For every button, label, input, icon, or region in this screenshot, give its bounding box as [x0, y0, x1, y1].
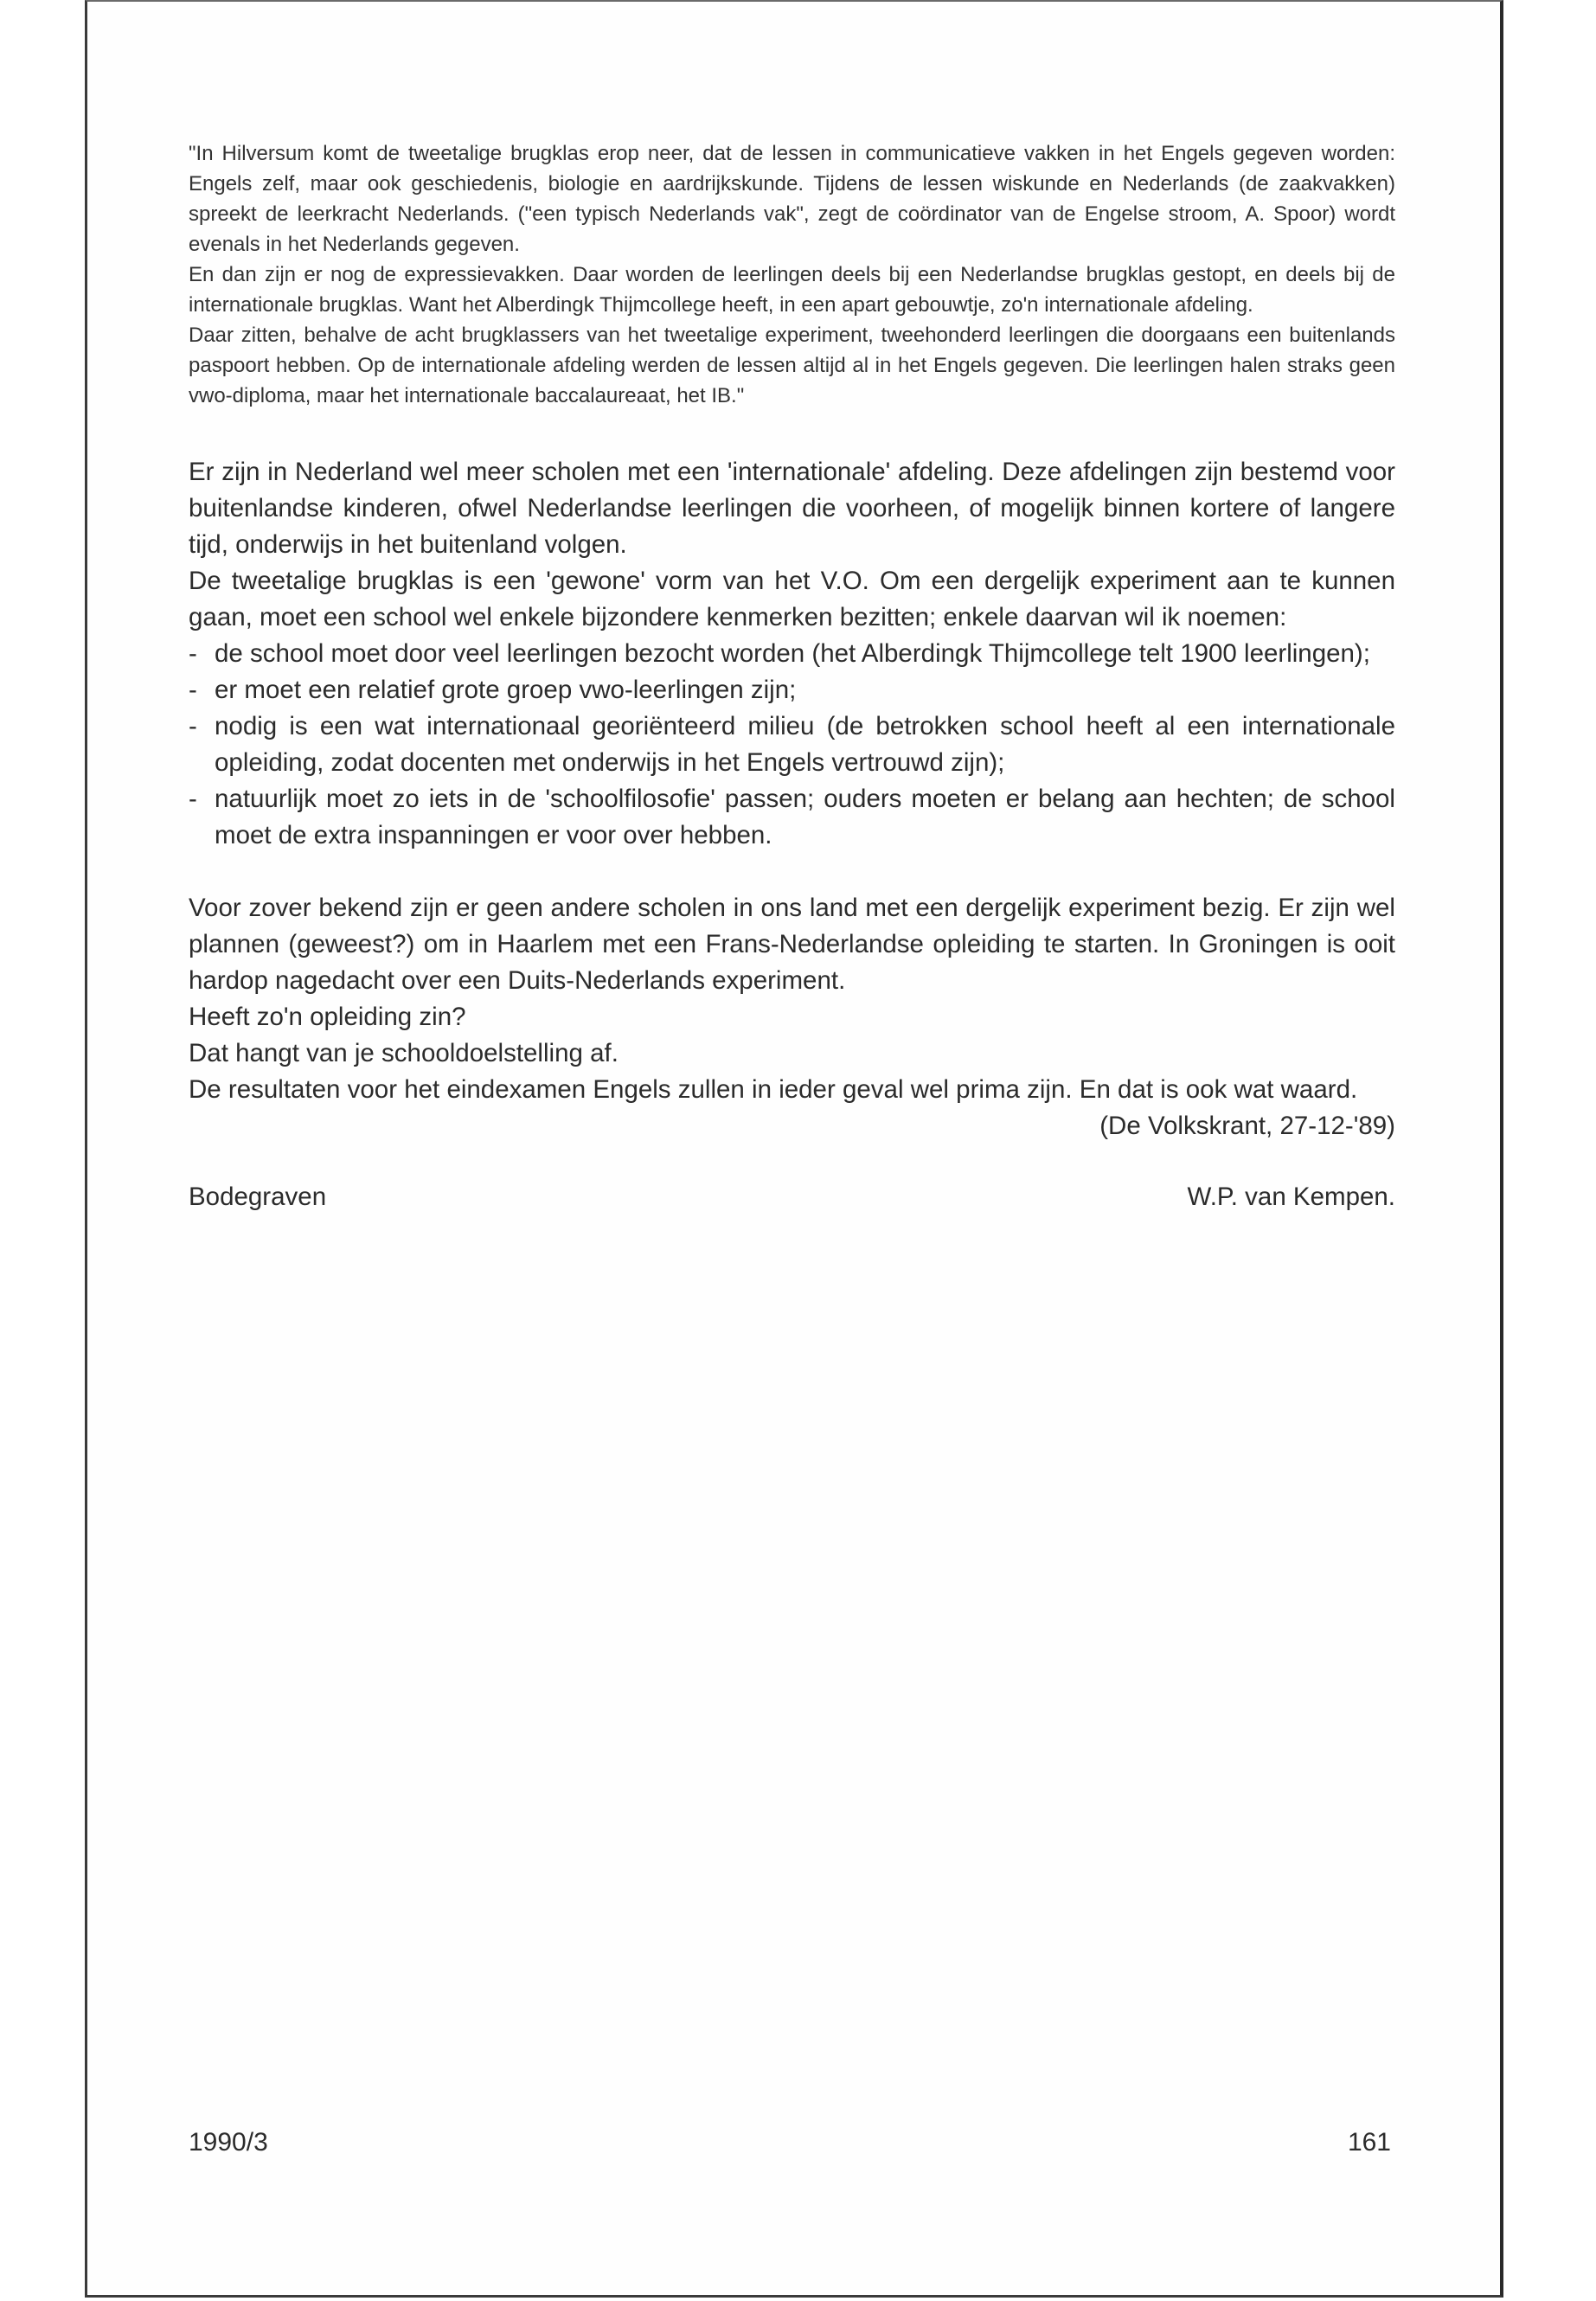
bullet-dash: - — [189, 785, 197, 813]
list-item-text: natuurlijk moet zo iets in de 'schoolfilosofie' passen; ouders moeten er belang aan hechten; de school moet de extra inspanningen er voor over hebben. — [215, 785, 1395, 849]
closing-section — [189, 890, 1395, 1144]
list-item — [189, 672, 1395, 708]
list-item-text: nodig is een wat internationaal georiënteerd milieu (de betrokken school heeft al een internationale opleiding, zodat docenten met onderwijs in het Engels vertrouwd zijn); — [215, 712, 1395, 777]
signature-row — [189, 1179, 1395, 1215]
list-item — [189, 636, 1395, 672]
closing-paragraph: Voor zover bekend zijn er geen andere scholen in ons land met een dergelijk experiment bezig. Er zijn wel plannen (geweest?) om in Haarlem met een Frans-Nederlandse opleiding te starten. In Groningen is ooit hardop nagedacht over een Duits-Nederlands experiment. — [189, 894, 1395, 995]
quoted-passage — [189, 138, 1395, 411]
issue-number: 1990/3 — [189, 2128, 268, 2157]
body-paragraph: Er zijn in Nederland wel meer scholen met een 'internationale' afdeling. Deze afdelingen zijn bestemd voor buitenlandse kinderen, ofwel Nederlandse leerlingen die voorheen, of mogelijk binnen kortere of langere tijd, onderwijs in het buitenland volgen. — [189, 458, 1395, 559]
list-item-text: er moet een relatief grote groep vwo-leerlingen zijn; — [215, 676, 797, 704]
quote-paragraph: Daar zitten, behalve de acht brugklassers van het tweetalige experiment, tweehonderd leerlingen die doorgaans een buitenlands paspoort hebben. Op de internationale afdeling werden de lessen altijd al in het Engels gegeven. Die leerlingen halen straks geen vwo-diploma, maar het internationale baccalaureaat, het IB." — [189, 324, 1395, 407]
bullet-dash: - — [189, 676, 197, 704]
signature-author: W.P. van Kempen. — [1187, 1183, 1395, 1211]
page-number: 161 — [1347, 2128, 1391, 2157]
page-footer — [189, 2128, 1391, 2157]
closing-paragraph: De resultaten voor het eindexamen Engels zullen in ieder geval wel prima zijn. En dat is ook wat waard. — [189, 1075, 1358, 1104]
list-item-text: de school moet door veel leerlingen bezocht worden (het Alberdingk Thijmcollege telt 1900 leerlingen); — [215, 639, 1370, 668]
article-content — [189, 138, 1395, 1215]
list-item — [189, 781, 1395, 854]
quote-paragraph: En dan zijn er nog de expressievakken. Daar worden de leerlingen deels bij een Nederlandse brugklas gestopt, en deels bij de internationale brugklas. Want het Alberdingk Thijmcollege heeft, in een apart gebouwtje, zo'n internationale afdeling. — [189, 263, 1395, 317]
closing-paragraph: Heeft zo'n opleiding zin? — [189, 1003, 466, 1031]
source-citation: (De Volkskrant, 27-12-'89) — [1099, 1112, 1395, 1140]
body-section — [189, 454, 1395, 854]
signature-place: Bodegraven — [189, 1183, 327, 1211]
bullet-dash: - — [189, 639, 197, 668]
bullet-dash: - — [189, 712, 197, 740]
requirements-list — [189, 636, 1395, 854]
list-item — [189, 708, 1395, 781]
quote-paragraph: "In Hilversum komt de tweetalige brugklas erop neer, dat de lessen in communicatieve vakken in het Engels gegeven worden: Engels zelf, maar ook geschiedenis, biologie en aardrijkskunde. Tijdens de lessen wiskunde en Nederlands (de zaakvakken) spreekt de leerkracht Nederlands. ("een typisch Nederlands vak", zegt de coördinator van de Engelse stroom, A. Spoor) wordt evenals in het Nederlands gegeven. — [189, 142, 1395, 256]
closing-paragraph: Dat hangt van je schooldoelstelling af. — [189, 1039, 619, 1067]
body-paragraph: De tweetalige brugklas is een 'gewone' vorm van het V.O. Om een dergelijk experiment aan te kunnen gaan, moet een school wel enkele bijzondere kenmerken bezitten; enkele daarvan wil ik noemen: — [189, 567, 1395, 631]
